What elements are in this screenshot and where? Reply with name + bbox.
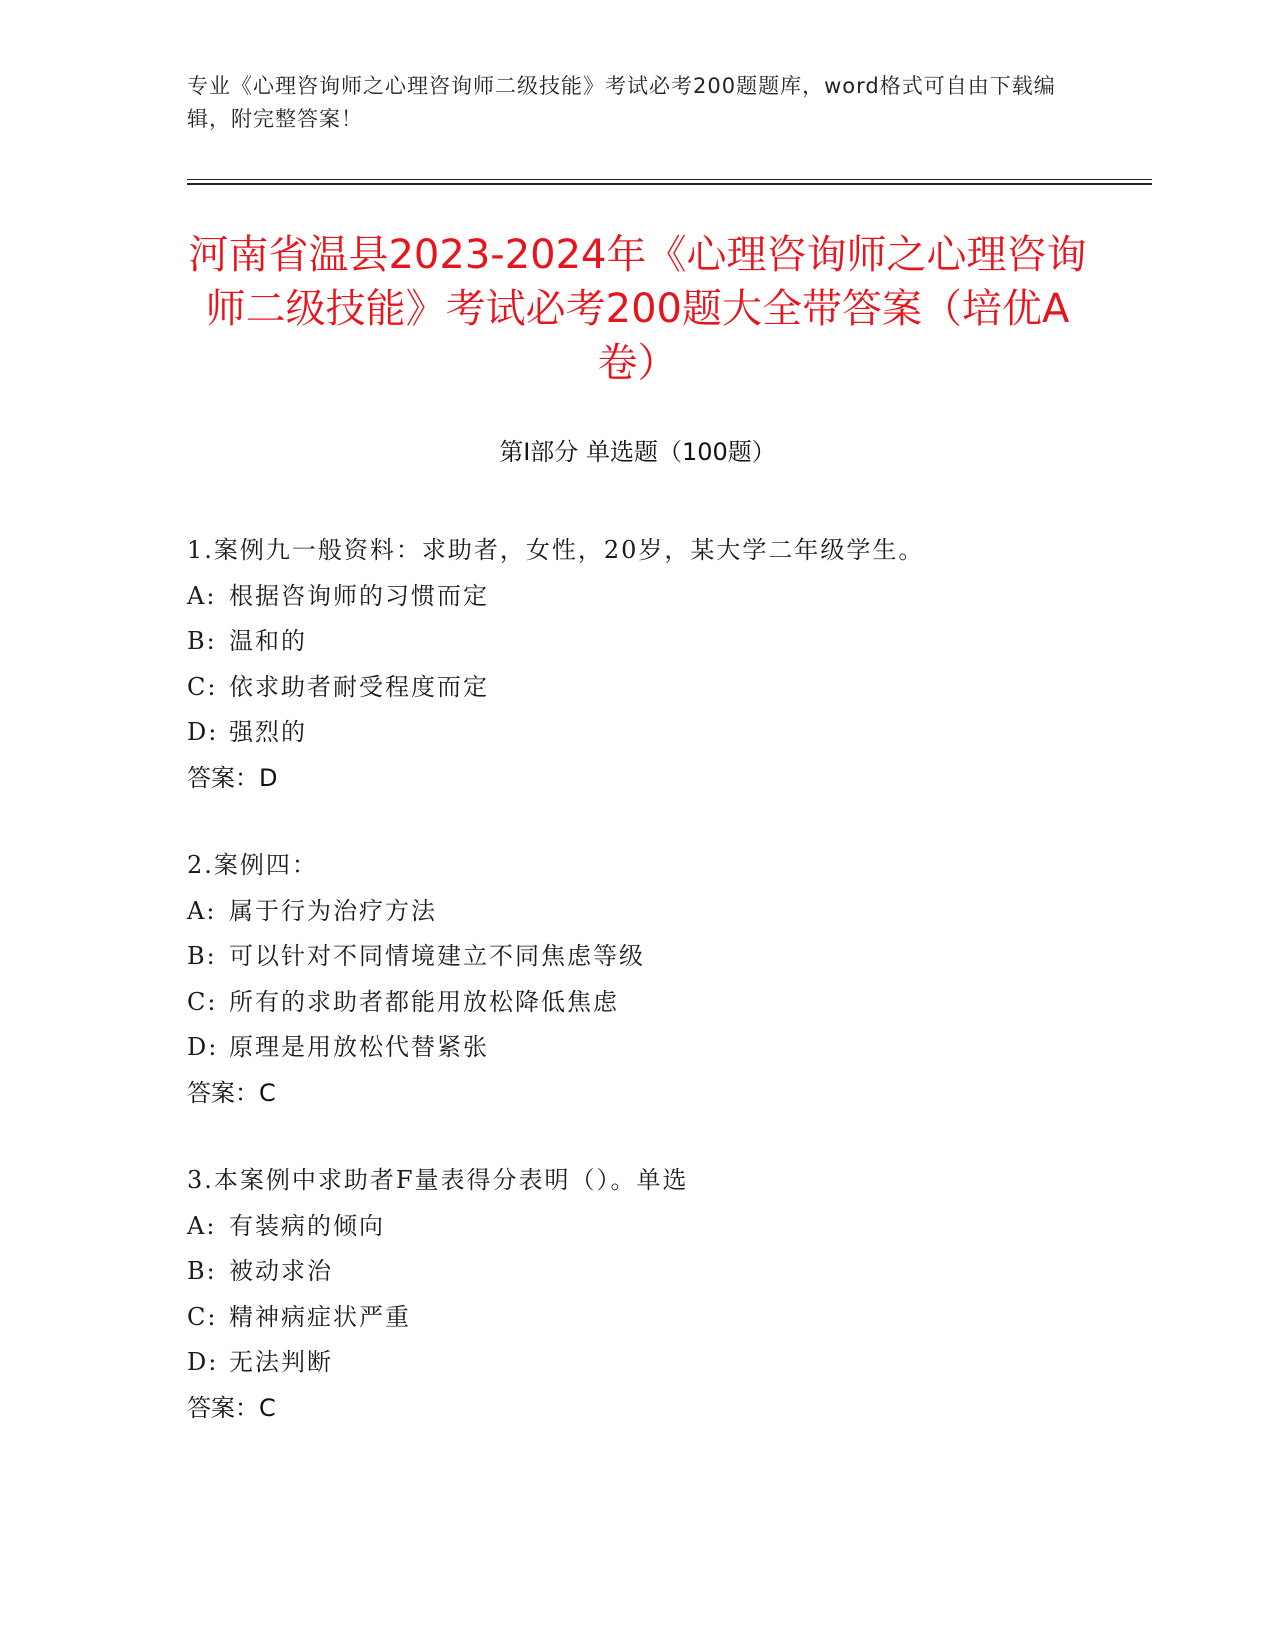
header-divider-thick [187,183,1152,185]
option-key: A: [187,896,217,925]
option-text: 温和的 [229,627,307,655]
option-b [187,934,1087,980]
option-key: A: [187,1211,217,1240]
option-text: 精神病症状严重 [229,1302,411,1331]
option-text: 可以针对不同情境建立不同焦虑等级 [229,942,645,970]
section-title: 第Ⅰ部分 单选题（100题） [499,438,776,466]
option-b [187,1249,1087,1295]
option-d [187,1025,1087,1071]
question-item [187,843,1087,1116]
option-text: 原理是用放松代替紧张 [229,1033,489,1061]
option-c [187,665,1087,711]
option-text: 被动求治 [229,1257,333,1285]
option-key: D: [187,1033,219,1061]
option-text: 强烈的 [229,718,307,746]
option-c [187,1295,1087,1341]
question-item [187,1158,1087,1431]
question-stem: 1.案例九一般资料：求助者，女性，20岁，某大学二年级学生。 [187,536,925,564]
option-key: B: [187,627,217,655]
option-text: 根据咨询师的习惯而定 [229,581,489,610]
option-text: 无法判断 [229,1348,333,1376]
option-key: D: [187,718,219,746]
option-c [187,980,1087,1026]
option-text: 属于行为治疗方法 [229,896,437,925]
option-text: 所有的求助者都能用放松降低焦虑 [229,987,619,1016]
option-key: A: [187,581,217,610]
option-d [187,710,1087,756]
question-answer: 答案：D [187,763,278,792]
option-key: C: [187,672,218,701]
option-key: B: [187,942,217,970]
document-title: 河南省温县2023-2024年《心理咨询师之心理咨询师二级技能》考试必考200题大全带答案（培优A卷） [188,232,1087,386]
option-b [187,619,1087,665]
option-text: 依求助者耐受程度而定 [229,672,489,701]
question-stem: 2.案例四： [187,851,318,879]
question-stem: 3.本案例中求助者F量表得分表明（）。单选 [187,1166,689,1194]
option-a [187,889,1087,935]
header-note: 专业《心理咨询师之心理咨询师二级技能》考试必考200题题库，word格式可自由下载编辑，附完整答案！ [187,74,1056,131]
option-a [187,1204,1087,1250]
question-item [187,528,1087,801]
option-key: B: [187,1257,217,1285]
option-a [187,574,1087,620]
question-answer: 答案：C [187,1078,276,1107]
option-key: C: [187,1302,218,1331]
header-divider-thin [187,179,1152,180]
question-list [187,528,1087,1473]
option-text: 有装病的倾向 [229,1211,385,1240]
question-answer: 答案：C [187,1393,276,1422]
option-key: D: [187,1348,219,1376]
option-key: C: [187,987,218,1016]
option-d [187,1340,1087,1386]
